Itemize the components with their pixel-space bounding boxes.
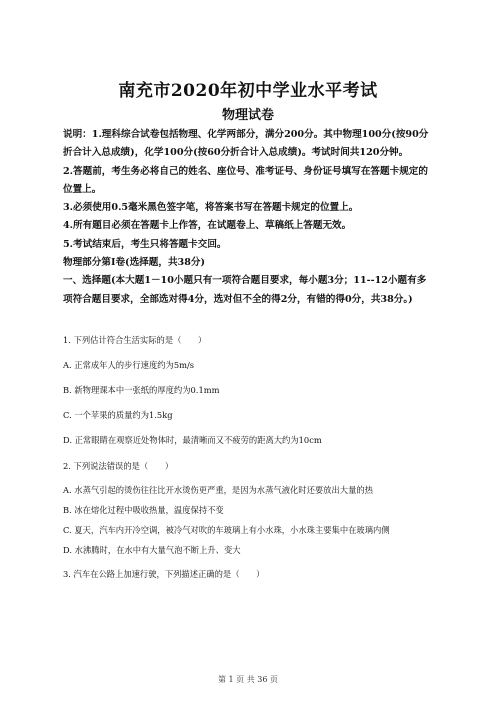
question-option: C. 一个苹果的质量约为1.5kg bbox=[63, 410, 173, 420]
question-option: B. 新物理课本中一张纸的厚度约为0.1mm bbox=[63, 385, 220, 395]
question-option: C. 夏天，汽车内开冷空调，被冷气对吹的车玻璃上有小水珠，小水珠主要集中在玻璃内侧 bbox=[63, 525, 390, 535]
section-heading: 物理部分第Ⅰ卷(选择题，共38分) bbox=[63, 257, 206, 269]
question-stem: 1. 下列估计符合生活实际的是（ ） bbox=[63, 335, 207, 345]
instruction-paragraph: 说明：1.理科综合试卷包括物理、化学两部分，满分200分。其中物理100分(按90分折合计入总成绩)，化学100分(按60分折合计入总成绩)。考试时间共120分钟。 bbox=[63, 129, 429, 159]
page-title: 南充市2020年初中学业水平考试 bbox=[118, 81, 378, 101]
page-footer: 第 1 页 共 36 页 bbox=[218, 675, 278, 684]
question-option: D. 正常眼睛在观察近处物体时，最清晰而又不疲劳的距离大约为10cm bbox=[63, 435, 322, 445]
question-stem: 3. 汽车在公路上加速行驶，下列描述正确的是（ ） bbox=[63, 569, 265, 579]
instruction-paragraph: 5.考试结束后，考生只将答题卡交回。 bbox=[63, 238, 227, 250]
question-option: A. 水蒸气引起的烫伤往往比开水烫伤更严重，是因为水蒸气液化时还要放出大量的热 bbox=[63, 485, 373, 495]
question-stem: 2. 下列说法错误的是（ ） bbox=[63, 461, 174, 471]
question-option: D. 水沸腾时，在水中有大量气泡不断上升、变大 bbox=[63, 545, 241, 555]
instruction-paragraph: 4.所有题目必须在答题卡上作答，在试题卷上、草稿纸上答题无效。 bbox=[63, 220, 352, 232]
instructions-block bbox=[63, 126, 435, 309]
question-option: B. 冰在熔化过程中吸收热量，温度保持不变 bbox=[63, 505, 224, 515]
instruction-paragraph: 3.必须使用0.5毫米黑色签字笔，将答案书写在答题卡规定的位置上。 bbox=[63, 202, 359, 214]
section-instructions: 一、选择题(本大题1－10小题只有一项符合题目要求，每小题3分；11--12小题有多项符合题目要求，全部选对得4分，选对但不全的得2分，有错的得0分，共38分。) bbox=[63, 275, 427, 305]
instruction-paragraph: 2.答题前，考生务必将自己的姓名、座位号、准考证号、身份证号填写在答题卡规定的位置上。 bbox=[63, 165, 428, 195]
question-option: A. 正常成年人的步行速度约为5m/s bbox=[63, 360, 195, 370]
page-subtitle: 物理试卷 bbox=[221, 108, 274, 123]
